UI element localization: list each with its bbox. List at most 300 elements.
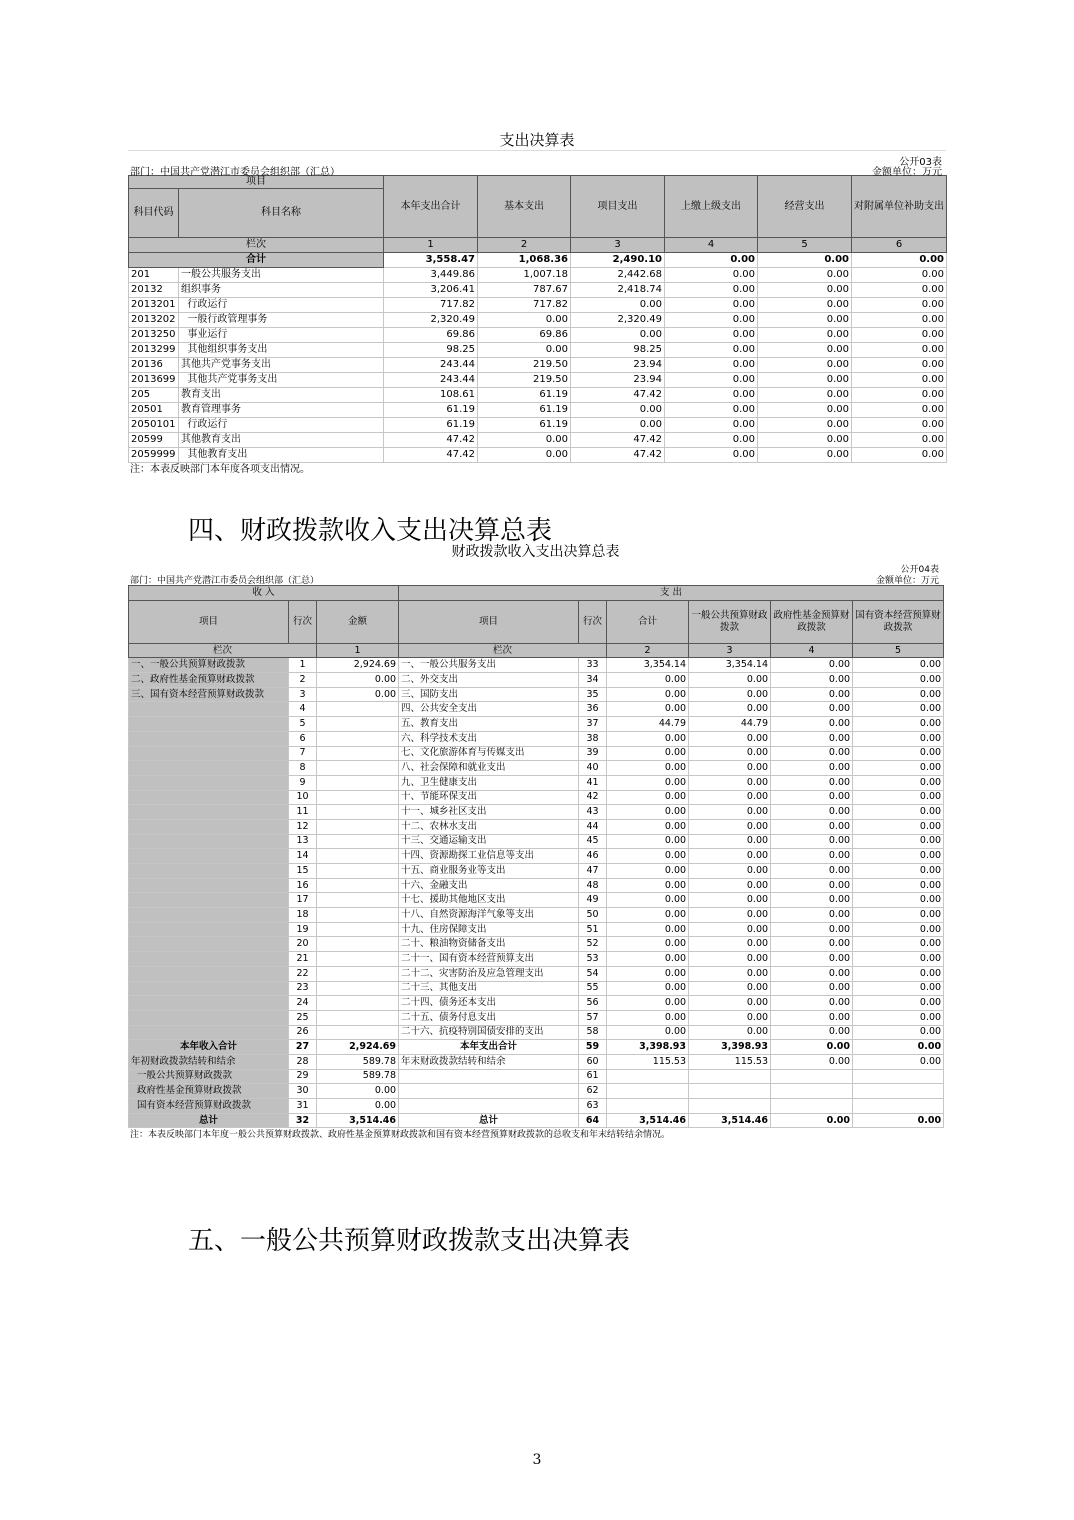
table3-total-label: 合计 <box>129 253 384 268</box>
expense-value <box>853 1099 944 1114</box>
expense-value <box>689 1084 771 1099</box>
row-value: 0.00 <box>758 403 852 418</box>
income-amount <box>317 893 399 908</box>
expense-value: 0.00 <box>771 687 853 702</box>
row-value: 0.00 <box>758 388 852 403</box>
expense-value: 0.00 <box>853 717 944 732</box>
expense-value: 0.00 <box>689 775 771 790</box>
table-row <box>129 343 947 358</box>
table-row <box>129 790 944 805</box>
income-amount <box>317 996 399 1011</box>
income-item <box>129 849 289 864</box>
income-item: 总计 <box>129 1113 289 1128</box>
income-item: 年初财政拨款结转和结余 <box>129 1054 289 1069</box>
expense-row-no: 56 <box>579 996 607 1011</box>
expense-value: 0.00 <box>689 1025 771 1040</box>
row-value: 2,320.49 <box>571 313 665 328</box>
expense-item: 六、科学技术支出 <box>399 731 579 746</box>
row-value: 23.94 <box>571 358 665 373</box>
expense-value: 0.00 <box>853 1025 944 1040</box>
expense-value <box>771 1084 853 1099</box>
table3-lanci-2: 2 <box>478 238 571 253</box>
row-value: 3,449.86 <box>384 268 478 283</box>
income-item <box>129 731 289 746</box>
table-row <box>129 1113 944 1128</box>
table4-unit: 金额单位：万元 <box>875 576 939 586</box>
expense-item <box>399 1084 579 1099</box>
row-value: 0.00 <box>665 448 758 463</box>
expense-value: 0.00 <box>853 658 944 673</box>
income-amount <box>317 922 399 937</box>
expense-row-no: 39 <box>579 746 607 761</box>
expense-row-no: 48 <box>579 878 607 893</box>
table3-unit: 金额单位：万元 <box>872 167 942 178</box>
income-amount <box>317 805 399 820</box>
table4-h-row2: 行次 <box>579 600 607 643</box>
expense-item: 十八、自然资源海洋气象等支出 <box>399 908 579 923</box>
expense-row-no: 46 <box>579 849 607 864</box>
table4-note: 注：本表反映部门本年度一般公共预算财政拨款、政府性基金预算财政拨款和国有资本经营预算财政拨款的总收支和年末结转结余情况。 <box>130 1130 671 1141</box>
row-name: 事业运行 <box>179 328 384 343</box>
row-name: 行政运行 <box>179 418 384 433</box>
income-item: 三、国有资本经营预算财政拨款 <box>129 687 289 702</box>
income-row-no: 21 <box>289 952 317 967</box>
expense-value: 0.00 <box>607 702 689 717</box>
expense-value: 0.00 <box>853 1010 944 1025</box>
table3-col-1: 本年支出合计 <box>384 176 478 238</box>
table4-h-state <box>853 600 944 643</box>
row-value: 0.00 <box>758 328 852 343</box>
table3-lanci: 栏次 <box>129 238 384 253</box>
income-item <box>129 761 289 776</box>
table-row <box>129 673 944 688</box>
expense-value: 0.00 <box>607 922 689 937</box>
income-item <box>129 996 289 1011</box>
table4-title: 财政拨款收入支出决算总表 <box>451 544 620 560</box>
income-row-no: 23 <box>289 981 317 996</box>
table3-lanci-5: 5 <box>758 238 852 253</box>
expense-value: 0.00 <box>771 761 853 776</box>
expense-row-no: 40 <box>579 761 607 776</box>
expense-value: 0.00 <box>853 702 944 717</box>
expense-value: 0.00 <box>853 981 944 996</box>
row-value: 0.00 <box>852 298 947 313</box>
row-value: 0.00 <box>478 433 571 448</box>
table4-h-total: 合计 <box>607 600 689 643</box>
expense-item: 十九、住房保障支出 <box>399 922 579 937</box>
expense-row-no: 47 <box>579 864 607 879</box>
table-row <box>129 878 944 893</box>
row-name: 一般行政管理事务 <box>179 313 384 328</box>
income-row-no: 4 <box>289 702 317 717</box>
table4-lanci-5: 5 <box>853 643 944 658</box>
expense-value: 0.00 <box>853 834 944 849</box>
expense-value: 0.00 <box>853 819 944 834</box>
row-value: 0.00 <box>571 403 665 418</box>
expense-value: 0.00 <box>689 687 771 702</box>
row-name: 其他共产党事务支出 <box>179 358 384 373</box>
expense-value: 0.00 <box>771 790 853 805</box>
expense-value: 0.00 <box>607 834 689 849</box>
expense-value: 0.00 <box>607 687 689 702</box>
expense-value: 0.00 <box>689 731 771 746</box>
row-value: 61.19 <box>384 403 478 418</box>
income-item <box>129 746 289 761</box>
table-row <box>129 775 944 790</box>
row-value: 0.00 <box>571 328 665 343</box>
row-value: 0.00 <box>478 343 571 358</box>
income-row-no: 8 <box>289 761 317 776</box>
row-value: 0.00 <box>852 433 947 448</box>
expense-row-no: 45 <box>579 834 607 849</box>
income-amount <box>317 761 399 776</box>
income-item <box>129 805 289 820</box>
table3-lanci-4: 4 <box>665 238 758 253</box>
row-value: 0.00 <box>758 433 852 448</box>
expense-value: 0.00 <box>607 937 689 952</box>
expense-item: 二十三、其他支出 <box>399 981 579 996</box>
income-item <box>129 864 289 879</box>
table3-total-1: 3,558.47 <box>384 253 478 268</box>
table4-h-item2: 项目 <box>399 600 579 643</box>
income-amount <box>317 864 399 879</box>
row-value: 0.00 <box>665 268 758 283</box>
expense-value: 0.00 <box>607 805 689 820</box>
row-code: 20599 <box>129 433 179 448</box>
expense-value: 0.00 <box>689 893 771 908</box>
table4-expense-hdr: 支 出 <box>399 586 944 601</box>
income-amount <box>317 775 399 790</box>
table4-lanci-1: 1 <box>317 643 399 658</box>
expense-row-no: 58 <box>579 1025 607 1040</box>
row-value: 2,320.49 <box>384 313 478 328</box>
income-item <box>129 834 289 849</box>
expense-value: 0.00 <box>689 702 771 717</box>
expense-value: 0.00 <box>771 908 853 923</box>
income-item: 一、一般公共预算财政拨款 <box>129 658 289 673</box>
expense-value: 0.00 <box>689 952 771 967</box>
expense-value: 0.00 <box>771 1025 853 1040</box>
table-row <box>129 448 947 463</box>
income-item <box>129 717 289 732</box>
expense-value: 0.00 <box>771 717 853 732</box>
table3-col-2: 基本支出 <box>478 176 571 238</box>
table-row <box>129 834 944 849</box>
table4-lanci-left: 栏次 <box>129 643 317 658</box>
expense-value <box>771 1099 853 1114</box>
income-amount <box>317 746 399 761</box>
expense-item: 九、卫生健康支出 <box>399 775 579 790</box>
income-item: 一般公共预算财政拨款 <box>129 1069 289 1084</box>
expense-value: 0.00 <box>853 922 944 937</box>
income-item <box>129 966 289 981</box>
row-name: 其他共产党事务支出 <box>179 373 384 388</box>
expense-value: 0.00 <box>771 1113 853 1128</box>
row-value: 61.19 <box>384 418 478 433</box>
table-row <box>129 1010 944 1025</box>
expense-value: 0.00 <box>607 878 689 893</box>
income-amount <box>317 834 399 849</box>
expense-row-no: 63 <box>579 1099 607 1114</box>
row-value: 0.00 <box>478 448 571 463</box>
table-row <box>129 893 944 908</box>
income-row-no: 26 <box>289 1025 317 1040</box>
table3-title: 支出决算表 <box>128 130 946 151</box>
expense-item: 二十一、国有资本经营预算支出 <box>399 952 579 967</box>
table-row <box>129 1054 944 1069</box>
expense-item: 二十、粮油物资储备支出 <box>399 937 579 952</box>
table-row <box>129 313 947 328</box>
expense-item: 十二、农林水支出 <box>399 819 579 834</box>
expense-value <box>689 1069 771 1084</box>
income-amount: 589.78 <box>317 1054 399 1069</box>
expense-value: 0.00 <box>689 996 771 1011</box>
row-value: 717.82 <box>478 298 571 313</box>
expense-value <box>853 1069 944 1084</box>
expense-value: 0.00 <box>771 834 853 849</box>
table4-dept: 部门：中国共产党潜江市委员会组织部（汇总） <box>130 576 320 586</box>
table3-lanci-3: 3 <box>571 238 665 253</box>
expense-value: 0.00 <box>771 849 853 864</box>
row-value: 717.82 <box>384 298 478 313</box>
table-row <box>129 358 947 373</box>
row-value: 69.86 <box>478 328 571 343</box>
expense-value: 0.00 <box>689 805 771 820</box>
row-value: 0.00 <box>852 388 947 403</box>
expense-value: 0.00 <box>689 864 771 879</box>
table3-note: 注：本表反映部门本年度各项支出情况。 <box>130 464 310 475</box>
expense-value: 0.00 <box>771 1040 853 1055</box>
expense-value: 0.00 <box>853 893 944 908</box>
table4-h-row: 行次 <box>289 600 317 643</box>
table4-h-fund-label: 政府性基金预算财政拨款 <box>773 609 850 633</box>
row-name: 其他教育支出 <box>179 448 384 463</box>
expense-value: 0.00 <box>853 849 944 864</box>
table-row <box>129 922 944 937</box>
income-item <box>129 1025 289 1040</box>
expense-value: 0.00 <box>771 731 853 746</box>
income-item <box>129 922 289 937</box>
expense-value: 0.00 <box>689 819 771 834</box>
row-value: 219.50 <box>478 358 571 373</box>
row-code: 20136 <box>129 358 179 373</box>
table4-code: 公开04表 <box>900 565 939 575</box>
expense-row-no: 53 <box>579 952 607 967</box>
income-amount <box>317 702 399 717</box>
expense-value: 0.00 <box>689 761 771 776</box>
expense-value: 0.00 <box>607 819 689 834</box>
row-name: 一般公共服务支出 <box>179 268 384 283</box>
expense-value: 0.00 <box>607 893 689 908</box>
table3-col-6-label: 对附属单位补助支出 <box>854 201 944 212</box>
expense-value: 0.00 <box>853 673 944 688</box>
row-value: 2,418.74 <box>571 283 665 298</box>
row-code: 2059999 <box>129 448 179 463</box>
row-value: 2,442.68 <box>571 268 665 283</box>
expense-row-no: 49 <box>579 893 607 908</box>
row-value: 61.19 <box>478 403 571 418</box>
expense-row-no: 41 <box>579 775 607 790</box>
expense-value: 0.00 <box>689 937 771 952</box>
expense-item: 五、教育支出 <box>399 717 579 732</box>
table-row <box>129 908 944 923</box>
table3-total-3: 2,490.10 <box>571 253 665 268</box>
expense-value: 0.00 <box>853 790 944 805</box>
income-item <box>129 775 289 790</box>
expense-value <box>771 1069 853 1084</box>
expense-value: 0.00 <box>853 864 944 879</box>
row-code: 2050101 <box>129 418 179 433</box>
income-amount <box>317 878 399 893</box>
table3-total-6: 0.00 <box>852 253 947 268</box>
row-value: 0.00 <box>665 433 758 448</box>
income-item: 本年收入合计 <box>129 1040 289 1055</box>
expense-value: 0.00 <box>689 849 771 864</box>
expense-value: 0.00 <box>771 1010 853 1025</box>
expense-value: 0.00 <box>607 1010 689 1025</box>
table-row <box>129 981 944 996</box>
table-row <box>129 1069 944 1084</box>
row-value: 3,206.41 <box>384 283 478 298</box>
expense-value: 0.00 <box>853 952 944 967</box>
expense-item: 二十六、抗疫特别国债安排的支出 <box>399 1025 579 1040</box>
row-value: 0.00 <box>758 448 852 463</box>
income-item <box>129 908 289 923</box>
row-value: 23.94 <box>571 373 665 388</box>
table-row <box>129 403 947 418</box>
income-amount <box>317 966 399 981</box>
expense-item: 四、公共安全支出 <box>399 702 579 717</box>
expense-value: 3,398.93 <box>689 1040 771 1055</box>
income-row-no: 3 <box>289 687 317 702</box>
expense-value: 0.00 <box>771 878 853 893</box>
expense-value: 0.00 <box>853 761 944 776</box>
income-amount <box>317 790 399 805</box>
expense-value: 44.79 <box>607 717 689 732</box>
row-value: 787.67 <box>478 283 571 298</box>
expense-item: 七、文化旅游体育与传媒支出 <box>399 746 579 761</box>
table3-col-4: 上缴上级支出 <box>665 176 758 238</box>
expense-value: 0.00 <box>853 1040 944 1055</box>
expense-value: 3,514.46 <box>607 1113 689 1128</box>
expense-value: 0.00 <box>771 819 853 834</box>
row-value: 0.00 <box>665 403 758 418</box>
expense-item: 一、一般公共服务支出 <box>399 658 579 673</box>
table-row <box>129 1025 944 1040</box>
table3-lanci-1: 1 <box>384 238 478 253</box>
row-code: 205 <box>129 388 179 403</box>
row-value: 47.42 <box>571 448 665 463</box>
expense-value: 0.00 <box>771 966 853 981</box>
row-name: 其他教育支出 <box>179 433 384 448</box>
row-value: 0.00 <box>852 343 947 358</box>
expense-row-no: 59 <box>579 1040 607 1055</box>
expense-value: 0.00 <box>607 952 689 967</box>
income-row-no: 10 <box>289 790 317 805</box>
row-code: 2013201 <box>129 298 179 313</box>
income-item <box>129 981 289 996</box>
income-row-no: 32 <box>289 1113 317 1128</box>
income-amount <box>317 731 399 746</box>
table4-lanci-2: 2 <box>607 643 689 658</box>
section5-heading: 五、一般公共预算财政拨款支出决算表 <box>188 1226 631 1256</box>
income-row-no: 17 <box>289 893 317 908</box>
expense-row-no: 50 <box>579 908 607 923</box>
table4 <box>128 585 944 1128</box>
income-row-no: 12 <box>289 819 317 834</box>
table4-h-fund <box>771 600 853 643</box>
table3-dept: 部门：中国共产党潜江市委员会组织部（汇总） <box>130 167 340 178</box>
expense-item: 总计 <box>399 1113 579 1128</box>
expense-value: 3,514.46 <box>689 1113 771 1128</box>
income-row-no: 29 <box>289 1069 317 1084</box>
income-amount <box>317 908 399 923</box>
table3-container <box>128 130 946 477</box>
table-row <box>129 1099 944 1114</box>
table-row <box>129 433 947 448</box>
expense-value: 0.00 <box>689 878 771 893</box>
expense-row-no: 64 <box>579 1113 607 1128</box>
row-value: 0.00 <box>665 298 758 313</box>
income-amount: 0.00 <box>317 1099 399 1114</box>
expense-value: 0.00 <box>607 864 689 879</box>
income-row-no: 11 <box>289 805 317 820</box>
expense-row-no: 36 <box>579 702 607 717</box>
row-code: 20132 <box>129 283 179 298</box>
expense-item: 二十五、债务付息支出 <box>399 1010 579 1025</box>
table-row <box>129 268 947 283</box>
expense-value: 0.00 <box>689 834 771 849</box>
income-row-no: 9 <box>289 775 317 790</box>
expense-item: 十七、援助其他地区支出 <box>399 893 579 908</box>
income-amount <box>317 849 399 864</box>
expense-value: 0.00 <box>607 908 689 923</box>
expense-value: 115.53 <box>689 1054 771 1069</box>
table4-container <box>128 544 943 1142</box>
expense-value: 0.00 <box>689 908 771 923</box>
table-row <box>129 1040 944 1055</box>
expense-value: 0.00 <box>853 996 944 1011</box>
expense-row-no: 61 <box>579 1069 607 1084</box>
expense-value: 3,354.14 <box>689 658 771 673</box>
row-value: 61.19 <box>478 388 571 403</box>
income-amount <box>317 1025 399 1040</box>
expense-value: 0.00 <box>689 790 771 805</box>
expense-value: 115.53 <box>607 1054 689 1069</box>
expense-value: 0.00 <box>771 922 853 937</box>
income-item: 政府性基金预算财政拨款 <box>129 1084 289 1099</box>
income-item <box>129 702 289 717</box>
expense-value: 0.00 <box>607 775 689 790</box>
expense-value: 0.00 <box>771 746 853 761</box>
expense-item: 年末财政拨款结转和结余 <box>399 1054 579 1069</box>
table4-income-hdr: 收 入 <box>129 586 399 601</box>
expense-value: 0.00 <box>771 805 853 820</box>
income-row-no: 5 <box>289 717 317 732</box>
row-value: 0.00 <box>665 373 758 388</box>
expense-value <box>689 1099 771 1114</box>
table-row <box>129 702 944 717</box>
row-value: 0.00 <box>758 373 852 388</box>
table4-h-gen <box>689 600 771 643</box>
row-value: 0.00 <box>758 313 852 328</box>
expense-value: 0.00 <box>853 746 944 761</box>
row-value: 0.00 <box>571 298 665 313</box>
expense-row-no: 55 <box>579 981 607 996</box>
expense-item: 二、外交支出 <box>399 673 579 688</box>
table3-lanci-6: 6 <box>852 238 947 253</box>
income-amount: 2,924.69 <box>317 1040 399 1055</box>
